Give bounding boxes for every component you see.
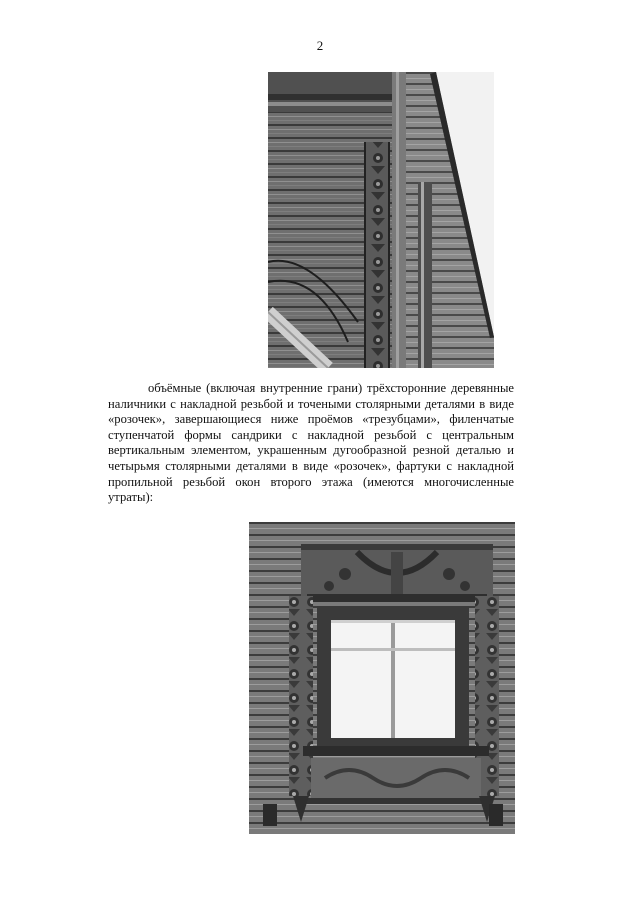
window-frame-photo [249, 522, 515, 834]
facade-corner-photo [268, 72, 494, 368]
facade-corner-image [268, 72, 494, 368]
page-number: 2 [316, 38, 324, 53]
window-frame-image [249, 522, 515, 834]
description-paragraph: объёмные (включая внутренние грани) трёхсторонние деревянные наличники с накладной резьбой и точеными столярными деталями в виде «розочек», завершающиеся ниже проёмов «трезубцами», филенчатые ступенчатой формы сандрики с накладной резьбой с центральным вертикальным элементом, украшенным дугообразной резной деталью и четырьмя столярными деталями в виде «розочек», фартуки с накладной пропильной резьбой окон второго этажа (имеются многочисленные утраты): [108, 381, 514, 505]
